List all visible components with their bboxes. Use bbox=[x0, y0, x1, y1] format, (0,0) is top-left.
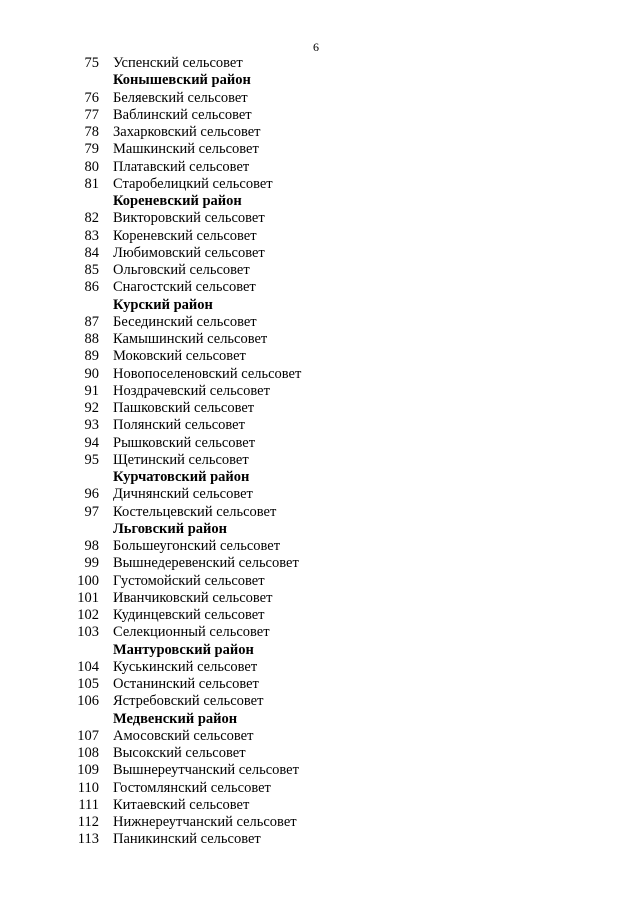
district-name: Курский район bbox=[113, 296, 213, 313]
settlement-name: Новопоселеновский сельсовет bbox=[113, 365, 302, 382]
list-item bbox=[0, 141, 640, 158]
list-item bbox=[0, 348, 640, 365]
list-item bbox=[0, 573, 640, 590]
list-item bbox=[0, 383, 640, 400]
settlement-name: Костельцевский сельсовет bbox=[113, 503, 277, 520]
settlement-name: Машкинский сельсовет bbox=[113, 141, 259, 158]
settlement-name: Дичнянский сельсовет bbox=[113, 486, 253, 503]
settlement-name: Старобелицкий сельсовет bbox=[113, 175, 273, 192]
district-name: Конышевский район bbox=[113, 72, 251, 89]
item-number: 90 bbox=[84, 365, 99, 382]
item-number: 85 bbox=[84, 262, 99, 278]
district-heading bbox=[0, 469, 640, 486]
list-item bbox=[0, 486, 640, 503]
settlement-name: Кореневский сельсовет bbox=[113, 227, 257, 244]
settlement-name: Бесединский сельсовет bbox=[113, 313, 257, 330]
item-number: 103 bbox=[77, 624, 99, 641]
list-item bbox=[0, 366, 640, 383]
settlement-name: Захарковский сельсовет bbox=[113, 124, 261, 140]
settlement-name: Гостомлянский сельсовет bbox=[113, 779, 271, 796]
list-item bbox=[0, 745, 640, 762]
item-number: 81 bbox=[84, 175, 99, 192]
item-number: 109 bbox=[77, 762, 99, 779]
item-number: 88 bbox=[84, 331, 99, 347]
item-number: 112 bbox=[77, 814, 99, 830]
item-number: 110 bbox=[77, 779, 99, 796]
list-item bbox=[0, 159, 640, 176]
item-number: 91 bbox=[84, 382, 99, 399]
list-item bbox=[0, 504, 640, 521]
list-item bbox=[0, 331, 640, 348]
list-item bbox=[0, 262, 640, 279]
settlement-name: Большеугонский сельсовет bbox=[113, 538, 281, 554]
item-number: 100 bbox=[77, 572, 99, 589]
list-item bbox=[0, 590, 640, 607]
item-number: 76 bbox=[84, 89, 99, 106]
settlement-name: Успенский сельсовет bbox=[113, 55, 243, 71]
list-item bbox=[0, 538, 640, 555]
list-item bbox=[0, 435, 640, 452]
settlement-name: Снагостский сельсовет bbox=[113, 279, 256, 296]
item-number: 107 bbox=[77, 727, 99, 744]
list-item bbox=[0, 693, 640, 710]
list-item bbox=[0, 400, 640, 417]
item-number: 84 bbox=[84, 244, 99, 261]
settlement-name: Высокский сельсовет bbox=[113, 745, 246, 761]
list-item bbox=[0, 659, 640, 676]
settlement-name: Полянский сельсовет bbox=[113, 417, 245, 434]
list-item bbox=[0, 607, 640, 624]
item-number: 104 bbox=[77, 658, 99, 675]
list-item bbox=[0, 55, 640, 72]
list-item bbox=[0, 452, 640, 469]
item-number: 113 bbox=[77, 831, 99, 848]
district-name: Медвенский район bbox=[113, 710, 238, 727]
district-heading bbox=[0, 711, 640, 728]
item-number: 99 bbox=[84, 555, 99, 572]
settlement-name: Вышнереутчанский сельсовет bbox=[113, 762, 299, 779]
settlement-name: Нижнереутчанский сельсовет bbox=[113, 814, 297, 830]
settlement-name: Ваблинский сельсовет bbox=[113, 106, 252, 123]
settlement-name: Любимовский сельсовет bbox=[113, 244, 265, 261]
list-item bbox=[0, 124, 640, 141]
item-number: 94 bbox=[84, 434, 99, 451]
item-number: 111 bbox=[78, 796, 99, 813]
list-item bbox=[0, 624, 640, 641]
list-item bbox=[0, 831, 640, 848]
list-item bbox=[0, 728, 640, 745]
list-item bbox=[0, 762, 640, 779]
settlement-name: Ястребовский сельсовет bbox=[113, 693, 264, 710]
district-heading bbox=[0, 521, 640, 538]
settlement-name: Камышинский сельсовет bbox=[113, 331, 268, 347]
item-number: 89 bbox=[84, 348, 99, 365]
settlement-name: Китаевский сельсовет bbox=[113, 796, 250, 813]
settlement-name: Амосовский сельсовет bbox=[113, 727, 254, 744]
settlement-name: Куськинский сельсовет bbox=[113, 658, 258, 675]
item-number: 108 bbox=[77, 745, 99, 761]
settlement-name: Пашковский сельсовет bbox=[113, 400, 255, 416]
settlement-name: Густомойский сельсовет bbox=[113, 572, 265, 589]
list-item bbox=[0, 676, 640, 693]
district-heading bbox=[0, 642, 640, 659]
item-number: 83 bbox=[84, 227, 99, 244]
settlement-name: Рышковский сельсовет bbox=[113, 434, 256, 451]
item-number: 82 bbox=[84, 210, 99, 227]
item-number: 102 bbox=[77, 607, 99, 623]
settlement-name: Иванчиковский сельсовет bbox=[113, 589, 273, 606]
item-number: 80 bbox=[84, 158, 99, 175]
list-item bbox=[0, 417, 640, 434]
settlement-name: Щетинский сельсовет bbox=[113, 451, 249, 468]
settlement-name: Вышнедеревенский сельсовет bbox=[113, 555, 299, 572]
list-item bbox=[0, 780, 640, 797]
settlement-name: Платавский сельсовет bbox=[113, 158, 250, 175]
item-number: 101 bbox=[77, 589, 99, 606]
item-number: 79 bbox=[84, 141, 99, 158]
item-number: 106 bbox=[77, 693, 99, 710]
district-name: Мантуровский район bbox=[113, 641, 254, 658]
district-name: Кореневский район bbox=[113, 193, 242, 209]
settlement-name: Беляевский сельсовет bbox=[113, 89, 248, 106]
item-number: 96 bbox=[84, 486, 99, 503]
settlement-list bbox=[0, 55, 640, 849]
list-item bbox=[0, 228, 640, 245]
settlement-name: Моковский сельсовет bbox=[113, 348, 246, 365]
list-item bbox=[0, 107, 640, 124]
list-item bbox=[0, 210, 640, 227]
district-heading bbox=[0, 193, 640, 210]
district-heading bbox=[0, 72, 640, 89]
settlement-name: Останинский сельсовет bbox=[113, 676, 259, 692]
list-item bbox=[0, 555, 640, 572]
item-number: 75 bbox=[84, 55, 99, 71]
settlement-name: Ольговский сельсовет bbox=[113, 262, 250, 278]
settlement-name: Ноздрачевский сельсовет bbox=[113, 382, 270, 399]
item-number: 86 bbox=[84, 279, 99, 296]
item-number: 97 bbox=[84, 503, 99, 520]
item-number: 98 bbox=[84, 538, 99, 554]
item-number: 92 bbox=[84, 400, 99, 416]
list-item bbox=[0, 176, 640, 193]
list-item bbox=[0, 279, 640, 296]
item-number: 87 bbox=[84, 313, 99, 330]
settlement-name: Кудинцевский сельсовет bbox=[113, 607, 265, 623]
item-number: 95 bbox=[84, 451, 99, 468]
district-name: Льговский район bbox=[113, 520, 227, 537]
list-item bbox=[0, 314, 640, 331]
item-number: 78 bbox=[84, 124, 99, 140]
list-item bbox=[0, 814, 640, 831]
item-number: 77 bbox=[84, 106, 99, 123]
settlement-name: Викторовский сельсовет bbox=[113, 210, 265, 227]
item-number: 105 bbox=[77, 676, 99, 692]
settlement-name: Паникинский сельсовет bbox=[113, 831, 261, 848]
list-item bbox=[0, 90, 640, 107]
list-item bbox=[0, 797, 640, 814]
district-name: Курчатовский район bbox=[113, 469, 250, 485]
settlement-name: Селекционный сельсовет bbox=[113, 624, 270, 641]
page-number: 6 bbox=[313, 40, 319, 54]
district-heading bbox=[0, 297, 640, 314]
item-number: 93 bbox=[84, 417, 99, 434]
list-item bbox=[0, 245, 640, 262]
